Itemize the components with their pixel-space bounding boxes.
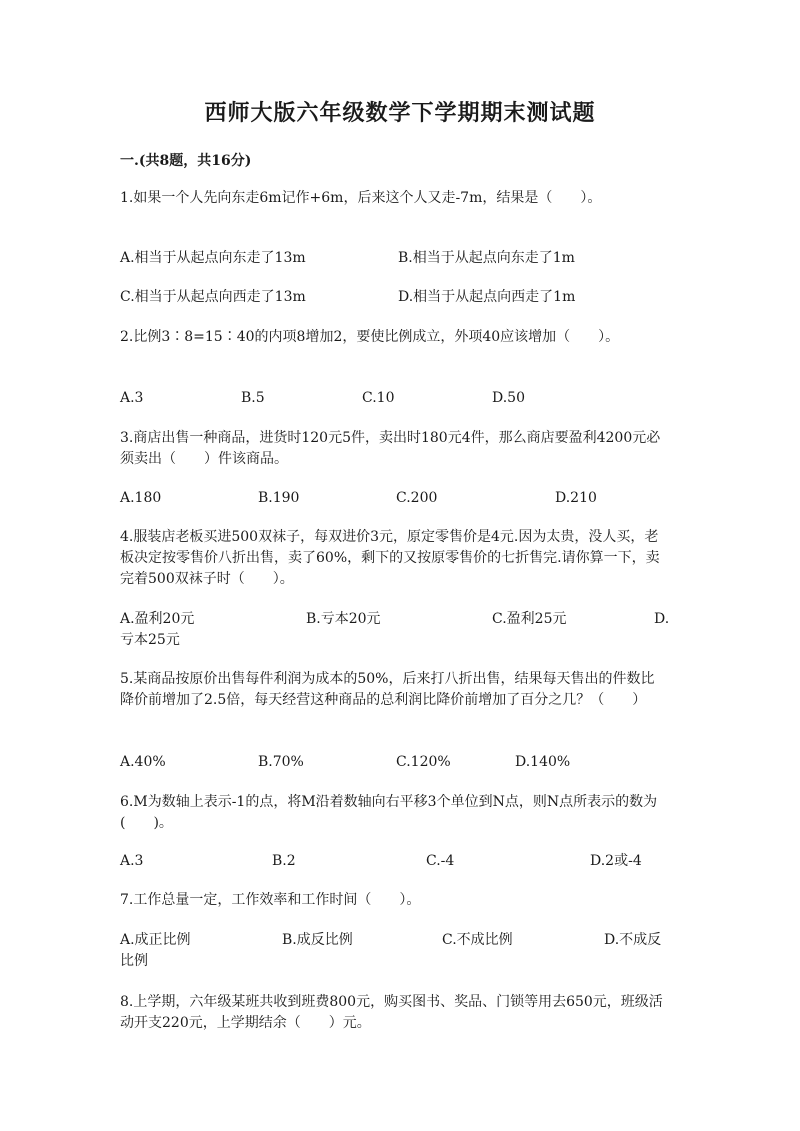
q1-option-a: A.相当于从起点向东走了13m [120,250,306,266]
q3-option-b: B.190 [258,490,300,506]
q7-option-a: A.成正比例 [120,932,191,948]
q5-option-b: B.70% [258,754,304,770]
q4-option-d: D.亏本25元 [120,611,670,648]
q2-option-a: A.3 [120,390,144,406]
q2-option-b: B.5 [241,390,265,406]
q7-option-c: C.不成比例 [442,932,513,948]
q4-option-b: B.亏本20元 [306,611,381,627]
q7-option-d: D.不成反比例 [120,932,662,969]
page-title: 西师大版六年级数学下学期期末测试题 [204,100,596,126]
q6-option-d: D.2或-4 [590,853,642,869]
q7-option-b: B.成反比例 [282,932,353,948]
question-2: 2.比例3∶8=15∶40的内项8增加2，要使比例成立，外项40应该增加（ ）。 [120,329,620,345]
q5-option-c: C.120% [396,754,451,770]
q6-option-c: C.-4 [426,853,455,869]
q6-option-a: A.3 [120,853,144,869]
q3-option-c: C.200 [396,490,438,506]
q4-option-c: C.盈利25元 [492,611,567,627]
question-5: 5.某商品按原价出售每件利润为成本的50%，后来打八折出售，结果每天售出的件数比降价前增加了2.5倍，每天经营这种商品的总利润比降价前增加了百分之几？（ ） [120,671,655,708]
q3-option-d: D.210 [555,490,597,506]
q1-option-c: C.相当于从起点向西走了13m [120,289,306,305]
q6-option-b: B.2 [272,853,296,869]
q1-option-d: D.相当于从起点向西走了1m [398,289,576,305]
question-1: 1.如果一个人先向东走6m记作+6m，后来这个人又走-7m，结果是（ ）。 [120,190,602,206]
q2-option-c: C.10 [362,390,395,406]
question-6: 6.M为数轴上表示-1的点，将M沿着数轴向右平移3个单位到N点，则N点所表示的数为( )。 [120,794,658,831]
q4-option-a: A.盈利20元 [120,611,195,627]
question-8: 8.上学期，六年级某班共收到班费800元，购买图书、奖品、门锁等用去650元，班级活动开支220元，上学期结余（ ）元。 [120,994,663,1031]
q3-option-a: A.180 [120,490,162,506]
q5-option-a: A.40% [120,754,166,770]
section-heading: 一.(共8题，共16分) [120,153,252,169]
q2-option-d: D.50 [492,390,525,406]
question-3: 3.商店出售一种商品，进货时120元5件，卖出时180元4件，那么商店要盈利4200元必须卖出（ ）件该商品。 [120,430,661,467]
q5-option-d: D.140% [515,754,571,770]
q1-option-b: B.相当于从起点向东走了1m [398,250,575,266]
question-4: 4.服装店老板买进500双袜子，每双进价3元，原定零售价是4元.因为太贵，没人买，老板决定按零售价八折出售，卖了60%，剩下的又按原零售价的七折售完.请你算一下，卖完着500双袜子时（ ）。 [120,529,660,587]
question-7: 7.工作总量一定，工作效率和工作时间（ ）。 [120,892,421,908]
